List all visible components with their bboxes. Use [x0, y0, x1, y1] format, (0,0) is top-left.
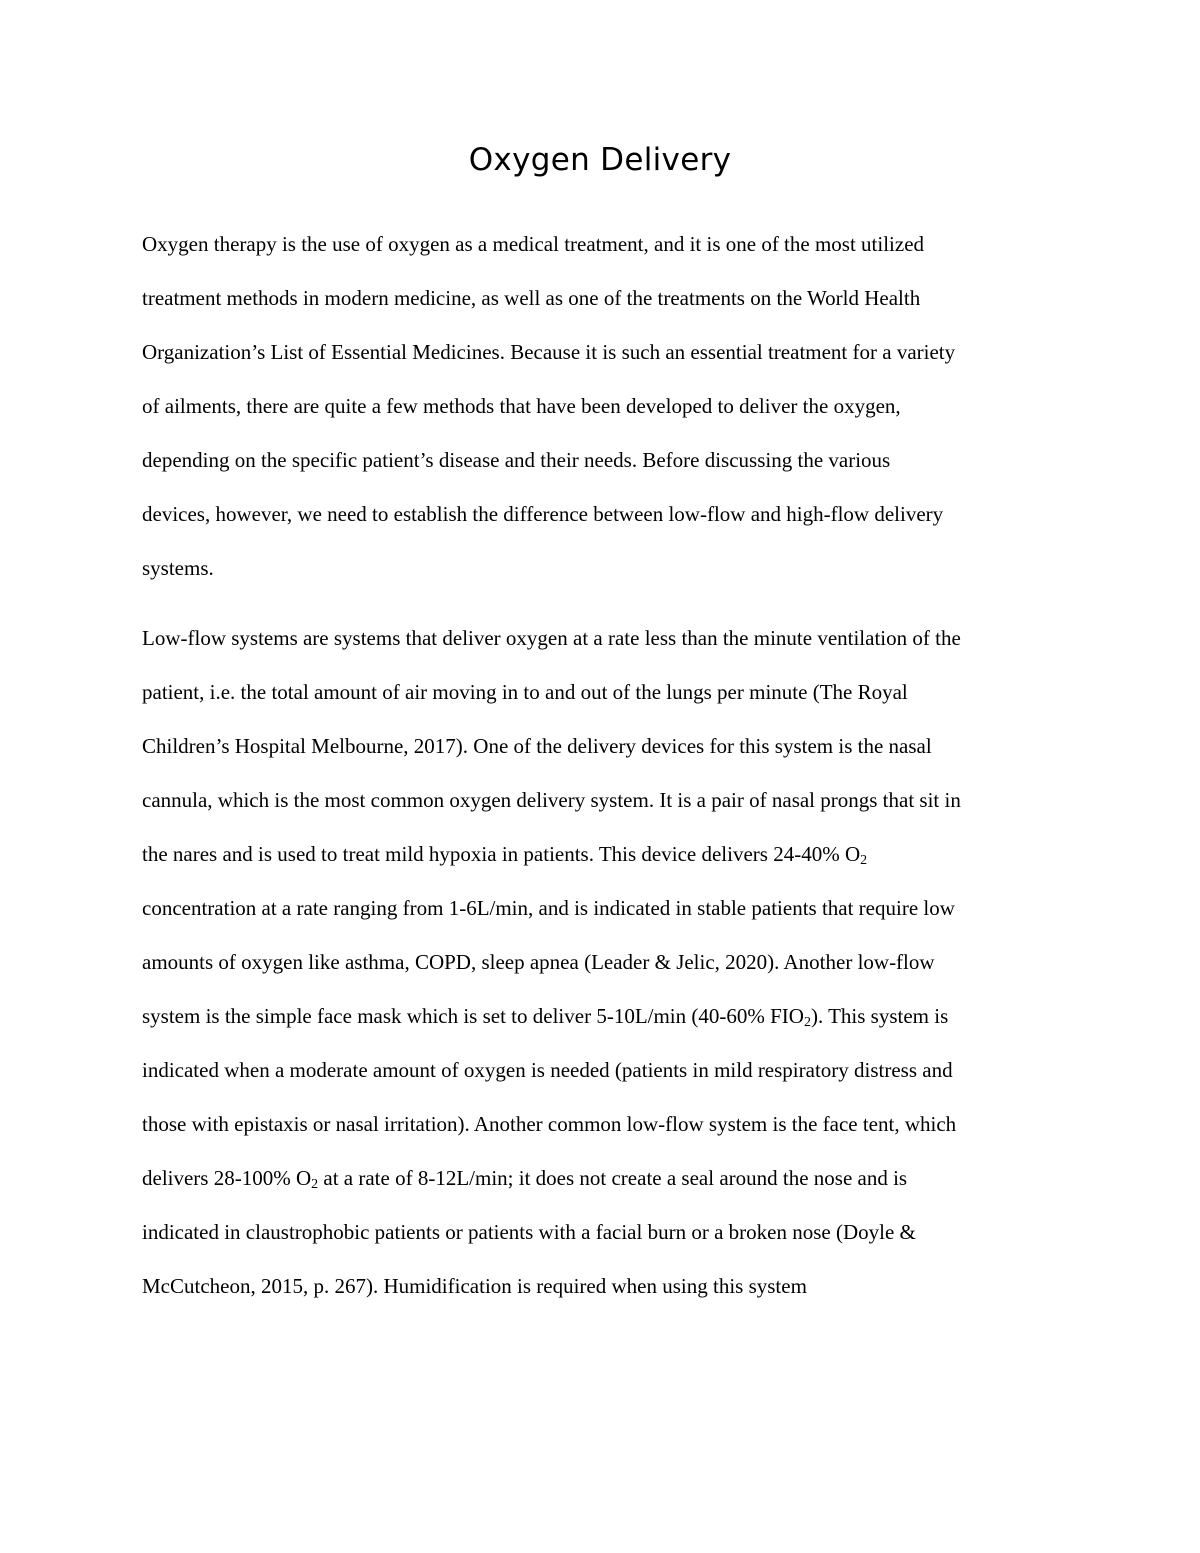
line-text: ). This system is — [810, 1004, 949, 1028]
paragraph-1-line: Oxygen therapy is the use of oxygen as a medical treatment, and it is one of the most utilized — [142, 232, 925, 256]
subscript-2: 2 — [803, 1015, 811, 1030]
paragraph-2-line: concentration at a rate ranging from 1-6L/min, and is indicated in stable patients that require low — [142, 896, 955, 920]
line-text: delivers 28-100% O — [142, 1166, 312, 1190]
subscript-2: 2 — [860, 853, 868, 868]
paragraph-2-line: McCutcheon, 2015, p. 267). Humidification is required when using this system — [142, 1274, 807, 1298]
paragraph-2-line: those with epistaxis or nasal irritation). Another common low-flow system is the face tent, which — [142, 1112, 957, 1136]
paragraph-1-line: depending on the specific patient’s disease and their needs. Before discussing the various — [142, 448, 891, 472]
paragraph-2-line-o2 — [142, 838, 867, 870]
line-text: system is the simple face mask which is set to deliver 5-10L/min (40-60% FIO — [142, 1004, 804, 1028]
paragraph-1-line: devices, however, we need to establish the difference between low-flow and high-flow delivery — [142, 502, 944, 526]
paragraph-2-line-fio2 — [142, 1000, 948, 1032]
line-text: the nares and is used to treat mild hypoxia in patients. This device delivers 24-40% O — [142, 842, 861, 866]
paragraph-2-line-o2 — [142, 1162, 907, 1194]
subscript-2: 2 — [311, 1177, 319, 1192]
paragraph-2-line: Children’s Hospital Melbourne, 2017). One of the delivery devices for this system is the nasal — [142, 734, 932, 758]
paragraph-2-line: patient, i.e. the total amount of air moving in to and out of the lungs per minute (The Royal — [142, 680, 908, 704]
line-text: at a rate of 8-12L/min; it does not create a seal around the nose and is — [318, 1166, 908, 1190]
paragraph-2-line: amounts of oxygen like asthma, COPD, sleep apnea (Leader & Jelic, 2020). Another low-flow — [142, 950, 935, 974]
document-title: Oxygen Delivery — [468, 142, 732, 178]
paragraph-1-line: Organization’s List of Essential Medicines. Because it is such an essential treatment for a variety — [142, 340, 956, 364]
paragraph-1-line: treatment methods in modern medicine, as well as one of the treatments on the World Health — [142, 286, 921, 310]
paragraph-1-line: of ailments, there are quite a few methods that have been developed to deliver the oxygen, — [142, 394, 901, 418]
paragraph-1-line: systems. — [142, 556, 214, 580]
paragraph-2-line: indicated in claustrophobic patients or patients with a facial burn or a broken nose (Doyle & — [142, 1220, 916, 1244]
paragraph-2-line: Low-flow systems are systems that deliver oxygen at a rate less than the minute ventilation of the — [142, 626, 961, 650]
paragraph-2-line: indicated when a moderate amount of oxygen is needed (patients in mild respiratory distress and — [142, 1058, 953, 1082]
paragraph-2-line: cannula, which is the most common oxygen delivery system. It is a pair of nasal prongs that sit in — [142, 788, 961, 812]
